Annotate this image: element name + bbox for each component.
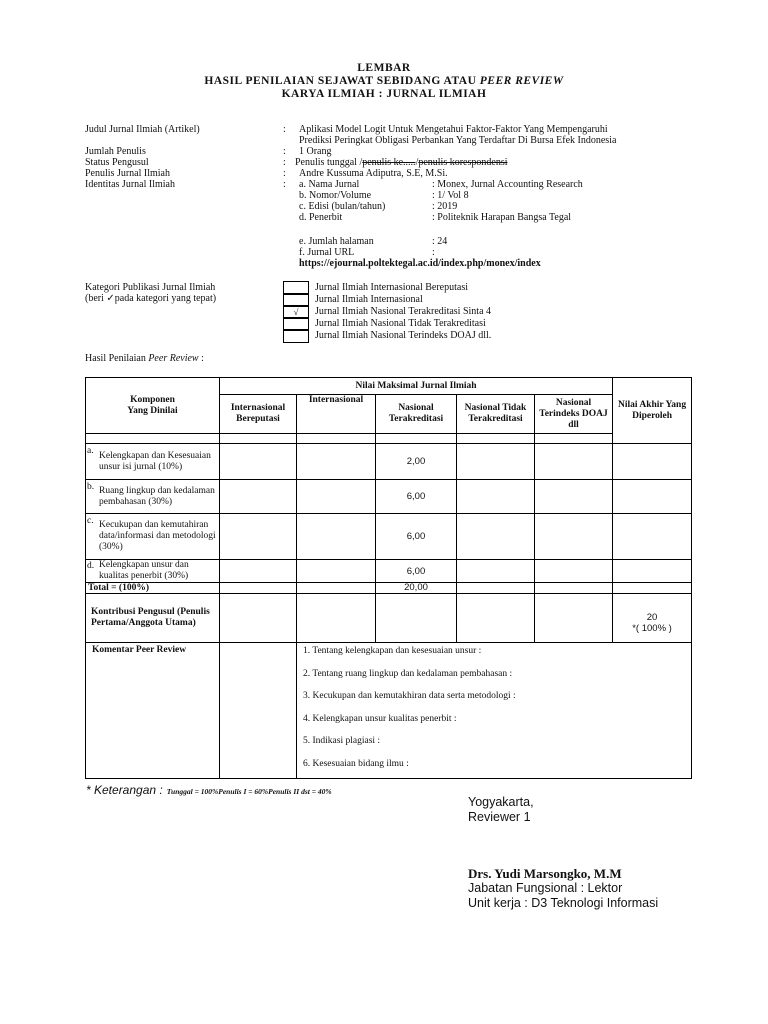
komentar-label: Komentar Peer Review	[86, 643, 220, 779]
identitas-value-e: : 24	[432, 236, 448, 247]
spacer-cell	[535, 434, 613, 444]
cell	[613, 560, 692, 583]
doc-title-line2	[0, 75, 768, 87]
kontribusi-value-1: 20	[646, 612, 658, 623]
kategori-checkbox-3[interactable]: √	[283, 305, 309, 319]
row-marker: a.	[87, 446, 94, 456]
spacer-cell	[376, 434, 457, 444]
table-header-row	[86, 378, 692, 395]
komentar-item: 1. Tentang kelengkapan dan kesesuaian unsur :	[303, 646, 482, 656]
cell	[220, 444, 297, 480]
title-text: HASIL PENILAIAN SEJAWAT SEBIDANG ATAU	[204, 75, 480, 87]
colon: :	[283, 124, 286, 135]
komentar-item: 5. Indikasi plagiasi :	[303, 736, 381, 746]
cell	[535, 560, 613, 583]
signature-jabatan: Jabatan Fungsional : Lektor	[468, 881, 623, 895]
kontribusi-row	[86, 594, 692, 643]
title-italic: PEER REVIEW	[479, 75, 564, 87]
cell	[613, 514, 692, 560]
hasil-penilaian-label	[85, 353, 204, 364]
komentar-item: 2. Tentang ruang lingkup dan kedalaman pembahasan :	[303, 668, 513, 679]
table-row	[86, 444, 692, 480]
kontribusi-value	[613, 594, 692, 643]
total-value: 20,00	[376, 583, 457, 594]
identitas-label-e: e. Jumlah halaman	[299, 236, 374, 247]
komponen-header-1: Komponen	[130, 394, 175, 405]
colon: :	[283, 146, 286, 157]
judul-label: Judul Jurnal Ilmiah (Artikel)	[85, 124, 200, 135]
status-strike-1: penulis ke.....	[362, 157, 416, 168]
row-label-b	[86, 480, 220, 514]
kontribusi-value-2: *( 100% )	[632, 623, 672, 634]
kategori-checkbox-5[interactable]	[283, 329, 309, 343]
signature-role: Reviewer 1	[468, 810, 531, 824]
signature-city: Yogyakarta,	[468, 795, 534, 809]
row-label-a	[86, 444, 220, 480]
kategori-option-1: Jurnal Ilmiah Internasional Bereputasi	[315, 282, 469, 293]
total-label: Total = (100%)	[86, 583, 220, 594]
identitas-value-b: : 1/ Vol 8	[432, 190, 469, 201]
komponen-header	[86, 378, 220, 434]
row-marker: c.	[87, 516, 94, 526]
doc-title-line3: KARYA ILMIAH : JURNAL ILMIAH	[281, 88, 487, 100]
cell	[220, 594, 297, 643]
cell	[535, 444, 613, 480]
row-label-d	[86, 560, 220, 583]
journal-url[interactable]: https://ejournal.poltektegal.ac.id/index.php/monex/index	[299, 258, 541, 269]
kategori-option-2: Jurnal Ilmiah Internasional	[315, 294, 423, 305]
jumlah-penulis-value: 1 Orang	[299, 146, 332, 157]
nilai-maks-header: Nilai Maksimal Jurnal Ilmiah	[220, 378, 613, 395]
status-sep: /	[415, 157, 419, 168]
cell	[297, 514, 376, 560]
komponen-header-2: Yang Dinilai	[127, 405, 178, 416]
table-row	[86, 480, 692, 514]
row-text: Ruang lingkup dan kedalaman pembahasan (30%)	[99, 485, 215, 507]
col-internasional-bereputasi: Internasional Bereputasi	[220, 395, 297, 434]
status-tunggal: Penulis tunggal /	[295, 157, 363, 168]
penulis-label: Penulis Jurnal Ilmiah	[85, 168, 170, 179]
cell	[535, 583, 613, 594]
colon: :	[283, 168, 286, 179]
cell	[457, 583, 535, 594]
colon: :	[283, 179, 286, 190]
signature-unit: Unit kerja : D3 Teknologi Informasi	[468, 896, 659, 910]
identitas-label-b: b. Nomor/Volume	[299, 190, 372, 201]
cell	[297, 444, 376, 480]
table-row	[86, 560, 692, 583]
judul-value-2: Prediksi Peringkat Obligasi Perbankan Yang Terdaftar Di Bursa Efek Indonesia	[299, 135, 617, 146]
keterangan-text: Tunggal = 100%Penulis I = 60%Penulis II dst = 40%	[166, 787, 332, 796]
doc-title-line1: LEMBAR	[357, 62, 411, 74]
cell	[220, 643, 297, 779]
judul-value-1: Aplikasi Model Logit Untuk Mengetahui Faktor-Faktor Yang Mempengaruhi	[299, 124, 608, 135]
cell	[457, 594, 535, 643]
col-nasional-terindeks: Nasional Terindeks DOAJ dll	[535, 395, 613, 434]
spacer-cell	[457, 434, 535, 444]
cell	[613, 480, 692, 514]
cell	[613, 444, 692, 480]
row-text: Kecukupan dan kemutahiran data/informasi dan metodologi (30%)	[99, 520, 216, 552]
status-label: Status Pengusul	[85, 157, 149, 168]
row-label-c	[86, 514, 220, 560]
keterangan	[86, 781, 332, 799]
komentar-item: 3. Kecukupan dan kemutakhiran data serta metodologi :	[303, 691, 516, 701]
cell	[613, 583, 692, 594]
cell	[297, 594, 376, 643]
row-value-b: 6,00	[376, 480, 457, 514]
cell	[297, 480, 376, 514]
cell	[297, 583, 376, 594]
hasil-prefix: Hasil Penilaian	[85, 353, 149, 364]
table-row	[86, 514, 692, 560]
identitas-label: Identitas Jurnal Ilmiah	[85, 179, 175, 190]
row-value-a: 2,00	[376, 444, 457, 480]
col-nasional-tidak-terakreditasi: Nasional Tidak Terakreditasi	[457, 395, 535, 434]
kategori-option-3: Jurnal Ilmiah Nasional Terakreditasi Sinta 4	[315, 306, 492, 317]
spacer-cell	[86, 434, 220, 444]
status-strike-2: penulis korespondensi	[418, 157, 508, 168]
komentar-item: 6. Kesesuaian bidang ilmu :	[303, 758, 409, 769]
cell	[535, 514, 613, 560]
komentar-cell	[297, 643, 692, 779]
cell	[535, 480, 613, 514]
col-internasional: Internasional	[297, 395, 376, 434]
identitas-label-d: d. Penerbit	[299, 212, 343, 223]
colon: :	[283, 157, 286, 168]
cell	[220, 480, 297, 514]
score-table	[85, 377, 692, 779]
table-spacer-row	[86, 434, 692, 444]
kategori-label: Kategori Publikasi Jurnal Ilmiah	[85, 282, 216, 293]
cell	[220, 560, 297, 583]
komentar-row	[86, 643, 692, 779]
kategori-option-5: Jurnal Ilmiah Nasional Terindeks DOAJ dll.	[315, 330, 492, 341]
signature-name: Drs. Yudi Marsongko, M.M	[468, 866, 622, 881]
identitas-value-c: : 2019	[432, 201, 458, 212]
keterangan-label: * Keterangan :	[86, 783, 163, 797]
cell	[297, 560, 376, 583]
hasil-suffix: :	[198, 353, 204, 364]
status-value	[295, 157, 508, 168]
cell	[220, 583, 297, 594]
kontribusi-label: Kontribusi Pengusul (Penulis Pertama/Anggota Utama)	[86, 594, 220, 643]
total-row	[86, 583, 692, 594]
row-text: Kelengkapan unsur dan kualitas penerbit (30%)	[99, 560, 189, 581]
cell	[220, 514, 297, 560]
identitas-value-d: : Politeknik Harapan Bangsa Tegal	[432, 212, 572, 223]
cell	[457, 480, 535, 514]
cell	[457, 560, 535, 583]
identitas-label-f: f. Jurnal URL	[299, 247, 355, 258]
kategori-option-4: Jurnal Ilmiah Nasional Tidak Terakreditasi	[315, 318, 486, 329]
kategori-hint: (beri ✓pada kategori yang tepat)	[85, 293, 217, 304]
identitas-label-a: a. Nama Jurnal	[299, 179, 360, 190]
cell	[457, 514, 535, 560]
row-value-c: 6,00	[376, 514, 457, 560]
row-text: Kelengkapan dan Kesesuaian unsur isi jurnal (10%)	[99, 450, 211, 472]
row-marker: b.	[87, 482, 95, 492]
penulis-value: Andre Kussuma Adiputra, S.E, M.Si.	[299, 168, 448, 179]
jumlah-penulis-label: Jumlah Penulis	[85, 146, 146, 157]
row-marker: d.	[87, 561, 95, 571]
identitas-value-a: : Monex, Jurnal Accounting Research	[432, 179, 583, 190]
spacer-cell	[220, 434, 297, 444]
row-value-d: 6,00	[376, 560, 457, 583]
komentar-item: 4. Kelengkapan unsur kualitas penerbit :	[303, 713, 457, 724]
identitas-value-f: :	[432, 247, 435, 258]
spacer-cell	[297, 434, 376, 444]
nilai-akhir-header: Nilai Akhir Yang Diperoleh	[613, 378, 692, 444]
hasil-italic: Peer Review	[148, 353, 199, 364]
cell	[535, 594, 613, 643]
cell	[457, 444, 535, 480]
identitas-label-c: c. Edisi (bulan/tahun)	[299, 201, 386, 212]
cell	[376, 594, 457, 643]
col-nasional-terakreditasi: Nasional Terakreditasi	[376, 395, 457, 434]
